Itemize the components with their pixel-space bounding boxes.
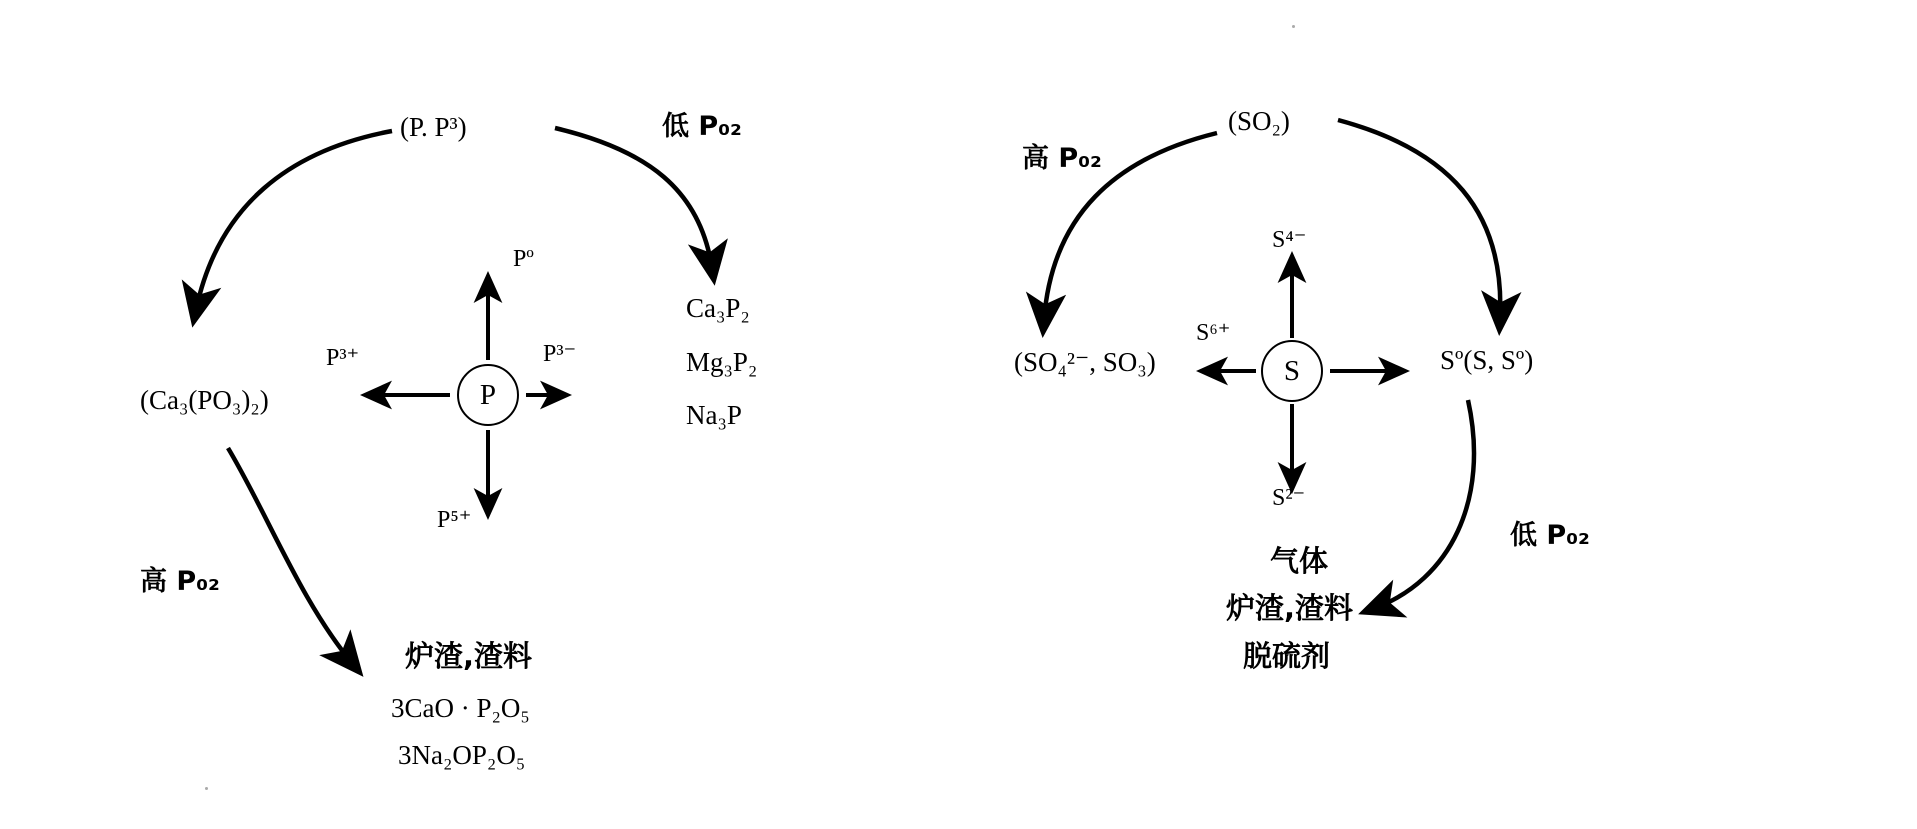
p-bottom-product-3: 3Na₂OP₂O₅: [398, 740, 526, 770]
arc-s-top-right: [1338, 120, 1500, 318]
s-top-node: (SO₂): [1228, 106, 1290, 136]
p-arc-label-low-po2: 低 P₀₂: [662, 111, 742, 142]
s-spoke-label-left: S⁶⁺: [1196, 320, 1231, 346]
p-spoke-label-up: Pº: [513, 246, 534, 272]
p-spoke-label-left: P³⁺: [326, 345, 360, 371]
p-bottom-product-2: 3CaO · P₂O₅: [391, 693, 530, 723]
p-spoke-label-right: P³⁻: [543, 341, 577, 367]
p-spoke-label-down: P⁵⁺: [437, 507, 472, 533]
arc-p-top-right: [555, 128, 712, 268]
arc-s-bottom-right: [1375, 400, 1474, 608]
p-top-node: (P. P³): [400, 112, 467, 142]
s-bottom-product-2: 炉渣,渣料: [1226, 591, 1354, 625]
s-bottom-product-1: 气体: [1270, 544, 1329, 578]
p-right-product-2: Mg₃P₂: [686, 347, 758, 377]
p-right-product-3: Na₃P: [686, 400, 742, 430]
s-arc-label-high-po2: 高 P₀₂: [1022, 143, 1102, 174]
s-center-node: S: [1261, 340, 1323, 402]
p-bottom-product-1: 炉渣,渣料: [405, 639, 533, 673]
s-spoke-label-down: S²⁻: [1272, 485, 1306, 511]
scan-speck: [205, 787, 208, 790]
scan-speck: [1292, 25, 1295, 28]
p-left-product: (Ca₃(PO₃)₂): [140, 385, 269, 415]
p-arc-label-high-po2: 高 P₀₂: [140, 566, 220, 597]
p-center-node: P: [457, 364, 519, 426]
s-arc-label-low-po2: 低 P₀₂: [1510, 520, 1590, 551]
s-left-product: (SO₄²⁻, SO₃): [1014, 347, 1156, 377]
s-right-product: Sº(S, Sº): [1440, 345, 1534, 375]
s-bottom-product-3: 脱硫剂: [1243, 639, 1331, 673]
arc-p-top-left: [196, 131, 392, 310]
arc-p-bottom-left: [228, 448, 352, 663]
s-spoke-label-up: S⁴⁻: [1272, 227, 1307, 253]
p-right-product-1: Ca₃P₂: [686, 293, 750, 323]
